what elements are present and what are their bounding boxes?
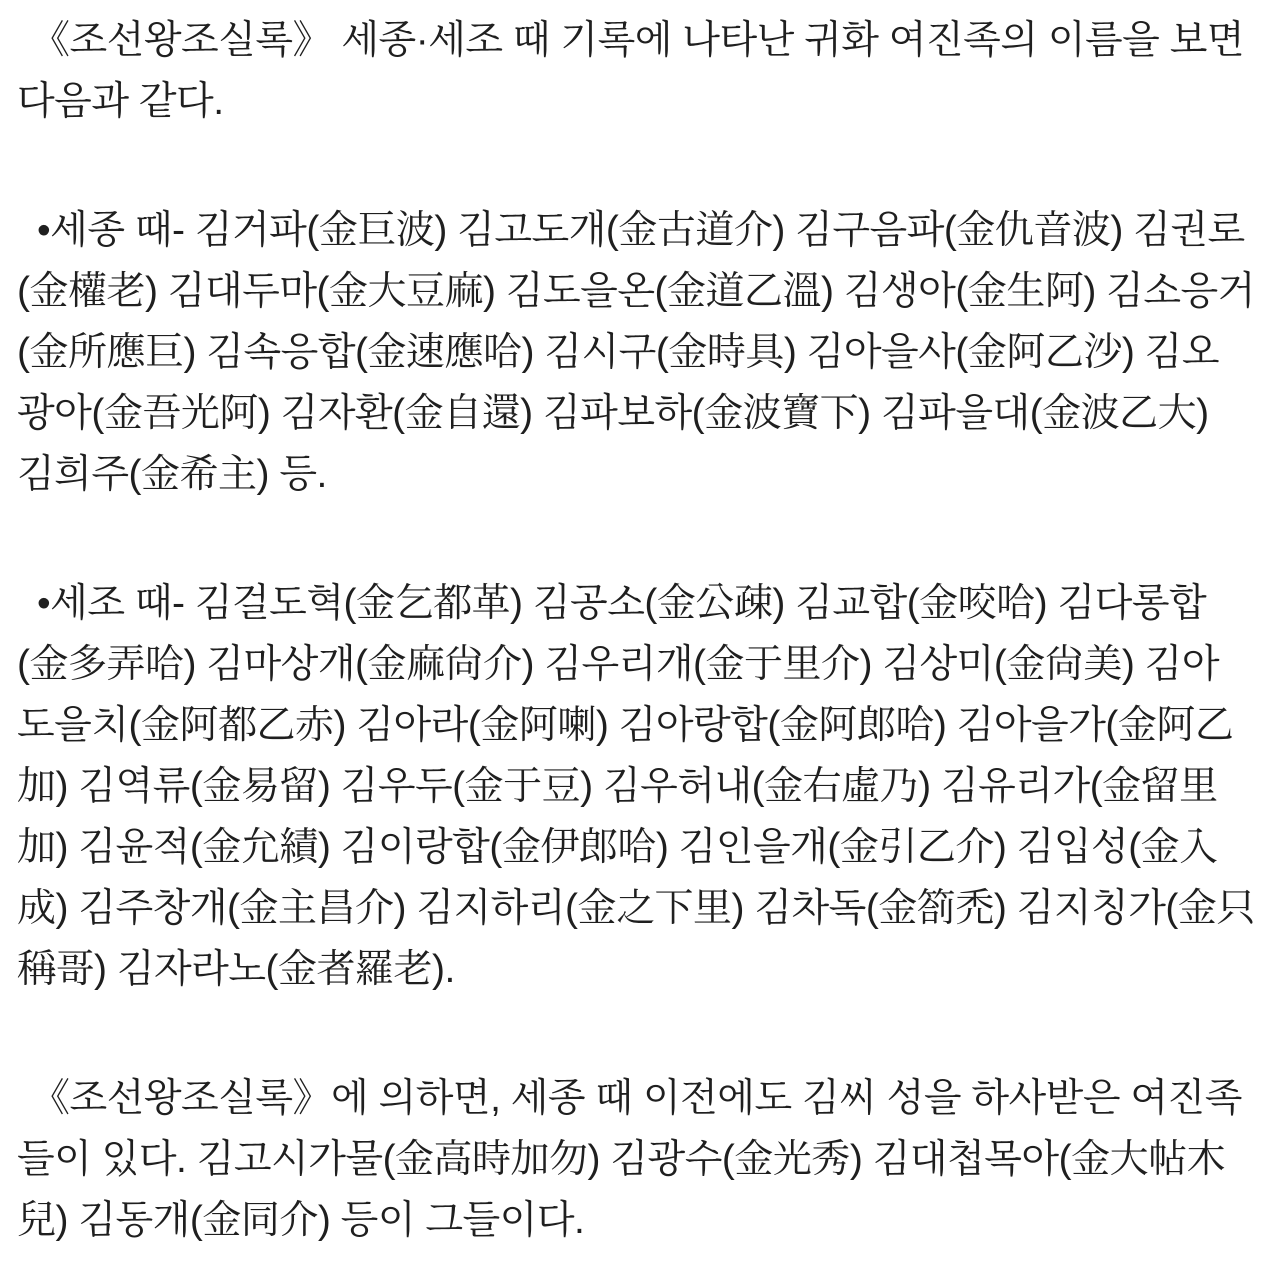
intro-paragraph: 《조선왕조실록》 세종·세조 때 기록에 나타난 귀화 여진족의 이름을 보면 다음과 같다. [17, 19, 1245, 123]
sejong-era-names-paragraph: •세종 때- 김거파(金巨波) 김고도개(金古道介) 김구음파(金仇音波) 김권로(金權老) 김대두마(金大豆麻) 김도을온(金道乙溫) 김생아(金生阿) 김소응거(金所應巨) 김속응합(金速應哈) 김시구(金時具) 김아을사(金阿乙沙) 김오광아(金吾光阿) 김자환(金自還) 김파보하(金波寶下) 김파을대(金波乙大) 김희주(金希主) 등. [17, 209, 1255, 496]
closing-paragraph: 《조선왕조실록》에 의하면, 세종 때 이전에도 김씨 성을 하사받은 여진족들이 있다. 김고시가물(金高時加勿) 김광수(金光秀) 김대첩목아(金大帖木兒) 김동개(金同介) 등이 그들이다. [17, 1077, 1242, 1242]
sejo-era-names-paragraph: •세조 때- 김걸도혁(金乞都革) 김공소(金公疎) 김교합(金咬哈) 김다롱합(金多弄哈) 김마상개(金麻尙介) 김우리개(金于里介) 김상미(金尙美) 김아도을치(金阿都乙赤) 김아라(金阿喇) 김아랑합(金阿郞哈) 김아을가(金阿乙加) 김역류(金易留) 김우두(金于豆) 김우허내(金右虛乃) 김유리가(金留里加) 김윤적(金允績) 김이랑합(金伊郞哈) 김인을개(金引乙介) 김입성(金入成) 김주창개(金主昌介) 김지하리(金之下里) 김차독(金箚禿) 김지칭가(金只稱哥) 김자라노(金者羅老). [17, 582, 1255, 991]
